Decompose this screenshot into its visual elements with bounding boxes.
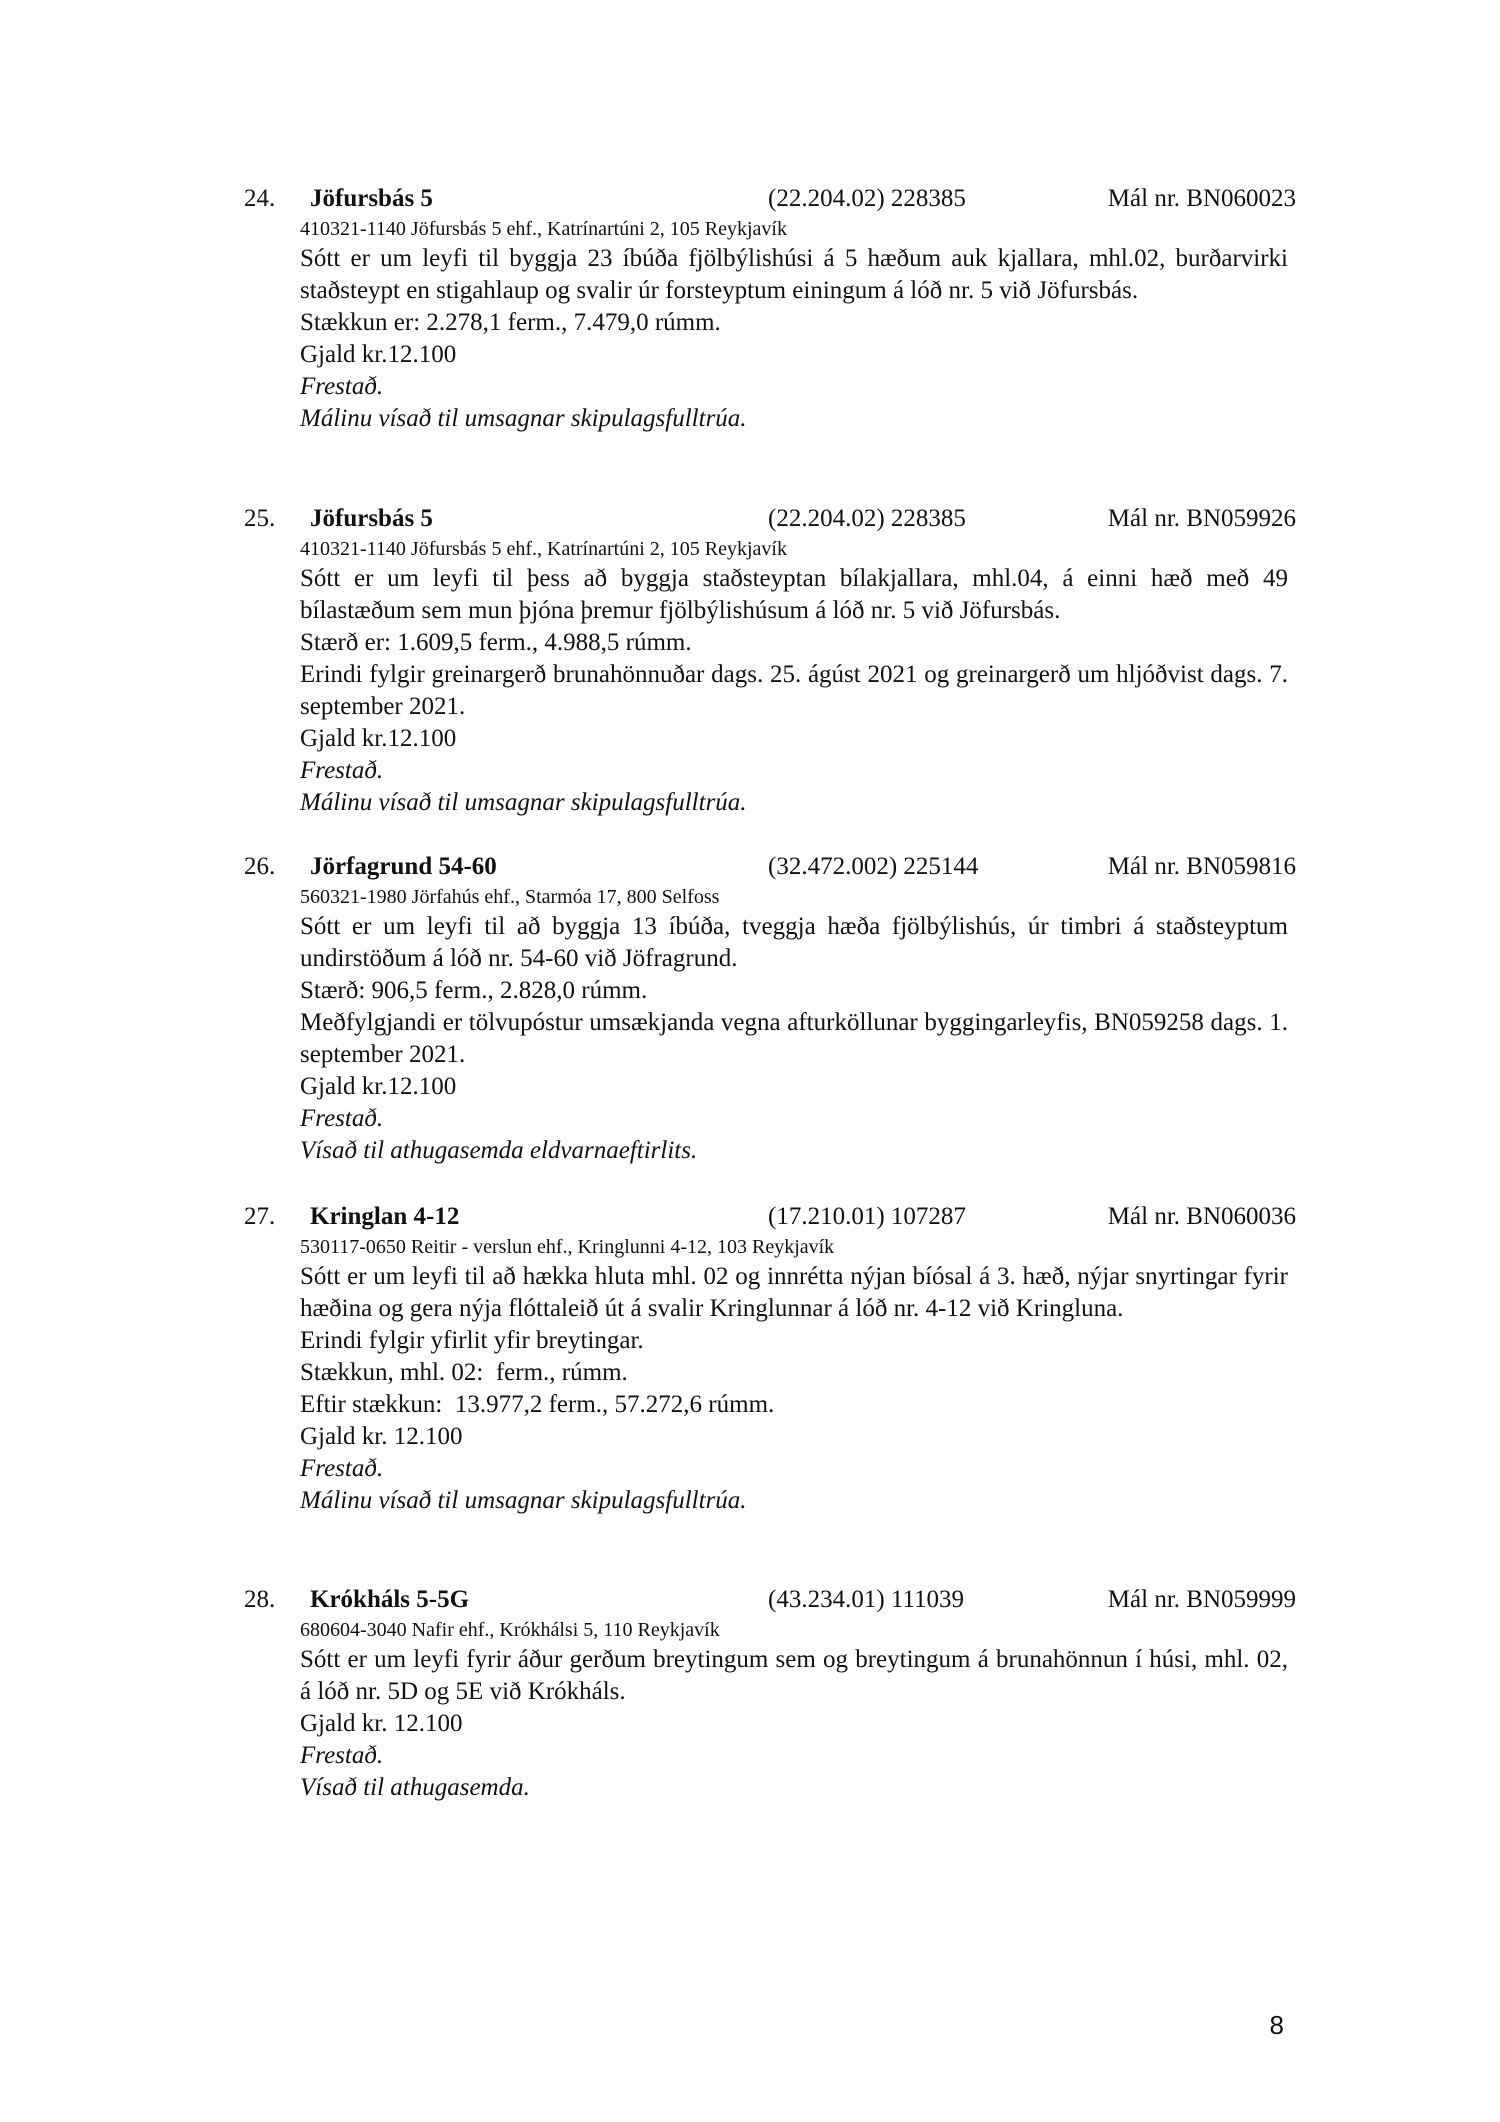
entry-owner: 530117-0650 Reitir - verslun ehf., Kringlunni 4-12, 103 Reykjavík	[300, 1236, 835, 1258]
entry-fee: Gjald kr.12.100	[300, 1073, 457, 1100]
entry-decision: Frestað.	[300, 373, 384, 400]
entry-fee: Gjald kr. 12.100	[300, 1423, 463, 1450]
entry-address: Jöfursbás 5	[310, 505, 433, 532]
entry-header	[244, 850, 1296, 884]
entry-decision: Frestað.	[300, 1455, 384, 1482]
entry-detail: Stækkun, mhl. 02: ferm., rúmm.	[300, 1359, 628, 1386]
entry-description: Sótt er um leyfi til þess að byggja staðsteyptan bílakjallara, mhl.04, á einni hæð með 49 bílastæðum sem mun þjóna þremur fjölbýlishúsum á lóð nr. 5 við Jöfursbás.	[300, 565, 1288, 624]
entry-description: Sótt er um leyfi til að hækka hluta mhl. 02 og innrétta nýjan bíósal á 3. hæð, nýjar snyrtingar fyrir hæðina og gera nýja flóttaleið út á svalir Kringlunnar á lóð nr. 4-12 við Kringluna.	[300, 1263, 1288, 1322]
entry-fee: Gjald kr.12.100	[300, 341, 457, 368]
entry-detail: Eftir stækkun: 13.977,2 ferm., 57.272,6 rúmm.	[300, 1391, 775, 1418]
entry-lot-id: (22.204.02) 228385	[768, 505, 966, 532]
entry-fee: Gjald kr. 12.100	[300, 1710, 463, 1737]
entry-owner: 410321-1140 Jöfursbás 5 ehf., Katrínartúni 2, 105 Reykjavík	[300, 218, 787, 240]
entry-number: 28.	[244, 1586, 276, 1613]
entry-decision: Frestað.	[300, 1742, 384, 1769]
entry-number: 26.	[244, 853, 276, 880]
entry-owner: 410321-1140 Jöfursbás 5 ehf., Katrínartúni 2, 105 Reykjavík	[300, 538, 787, 560]
entry-detail: Meðfylgjandi er tölvupóstur umsækjanda vegna afturköllunar byggingarleyfis, BN059258 dags. 1. september 2021.	[300, 1009, 1288, 1068]
entry-case-number: Mál nr. BN060036	[1107, 1203, 1296, 1230]
entry-detail: Stærð: 906,5 ferm., 2.828,0 rúmm.	[300, 977, 648, 1004]
entry-number: 27.	[244, 1203, 276, 1230]
entry-case-number: Mál nr. BN060023	[1107, 185, 1296, 212]
entry-decision-note: Vísað til athugasemda.	[300, 1774, 530, 1801]
entry-decision-note: Málinu vísað til umsagnar skipulagsfulltrúa.	[300, 405, 747, 432]
case-entry	[244, 850, 1296, 1167]
case-entry	[244, 502, 1296, 819]
entry-decision: Frestað.	[300, 1105, 384, 1132]
case-entry	[244, 182, 1296, 435]
entry-fee: Gjald kr.12.100	[300, 725, 457, 752]
entry-owner: 560321-1980 Jörfahús ehf., Starmóa 17, 800 Selfoss	[300, 886, 720, 908]
entry-header	[244, 502, 1296, 536]
entry-lot-id: (22.204.02) 228385	[768, 185, 966, 212]
entry-owner: 680604-3040 Nafir ehf., Krókhálsi 5, 110 Reykjavík	[300, 1619, 720, 1641]
entry-detail: Erindi fylgir greinargerð brunahönnuðar dags. 25. ágúst 2021 og greinargerð um hljóðvist dags. 7. september 2021.	[300, 661, 1288, 720]
case-entry	[244, 1583, 1296, 1804]
entry-decision: Frestað.	[300, 757, 384, 784]
entry-lot-id: (43.234.01) 111039	[768, 1586, 965, 1613]
entry-lot-id: (17.210.01) 107287	[768, 1203, 966, 1230]
page-number: 8	[1269, 2010, 1284, 2040]
entry-decision-note: Málinu vísað til umsagnar skipulagsfulltrúa.	[300, 1487, 747, 1514]
entry-lot-id: (32.472.002) 225144	[768, 853, 979, 880]
entry-detail: Stækkun er: 2.278,1 ferm., 7.479,0 rúmm.	[300, 309, 721, 336]
entry-address: Kringlan 4-12	[310, 1203, 460, 1230]
entry-decision-note: Málinu vísað til umsagnar skipulagsfulltrúa.	[300, 789, 747, 816]
entry-description: Sótt er um leyfi til byggja 23 íbúða fjölbýlishúsi á 5 hæðum auk kjallara, mhl.02, burðarvirki staðsteypt en stigahlaup og svalir úr forsteyptum einingum á lóð nr. 5 við Jöfursbás.	[300, 245, 1288, 304]
entry-header	[244, 182, 1296, 216]
entry-case-number: Mál nr. BN059926	[1107, 505, 1296, 532]
entry-detail: Erindi fylgir yfirlit yfir breytingar.	[300, 1327, 644, 1354]
entry-header	[244, 1583, 1296, 1617]
entry-case-number: Mál nr. BN059999	[1107, 1586, 1296, 1613]
entry-description: Sótt er um leyfi til að byggja 13 íbúða, tveggja hæða fjölbýlishús, úr timbri á staðsteyptum undirstöðum á lóð nr. 54-60 við Jöfragrund.	[300, 913, 1288, 972]
entry-case-number: Mál nr. BN059816	[1107, 853, 1296, 880]
entry-decision-note: Vísað til athugasemda eldvarnaeftirlits.	[300, 1137, 698, 1164]
entry-number: 25.	[244, 505, 276, 532]
entry-description: Sótt er um leyfi fyrir áður gerðum breytingum sem og breytingum á brunahönnun í húsi, mhl. 02, á lóð nr. 5D og 5E við Krókháls.	[300, 1646, 1288, 1705]
entry-detail: Stærð er: 1.609,5 ferm., 4.988,5 rúmm.	[300, 629, 692, 656]
case-entry	[244, 1200, 1296, 1517]
entry-address: Krókháls 5-5G	[310, 1586, 470, 1613]
entry-address: Jöfursbás 5	[310, 185, 433, 212]
entry-header	[244, 1200, 1296, 1234]
entry-number: 24.	[244, 185, 276, 212]
entry-address: Jörfagrund 54-60	[310, 853, 497, 880]
